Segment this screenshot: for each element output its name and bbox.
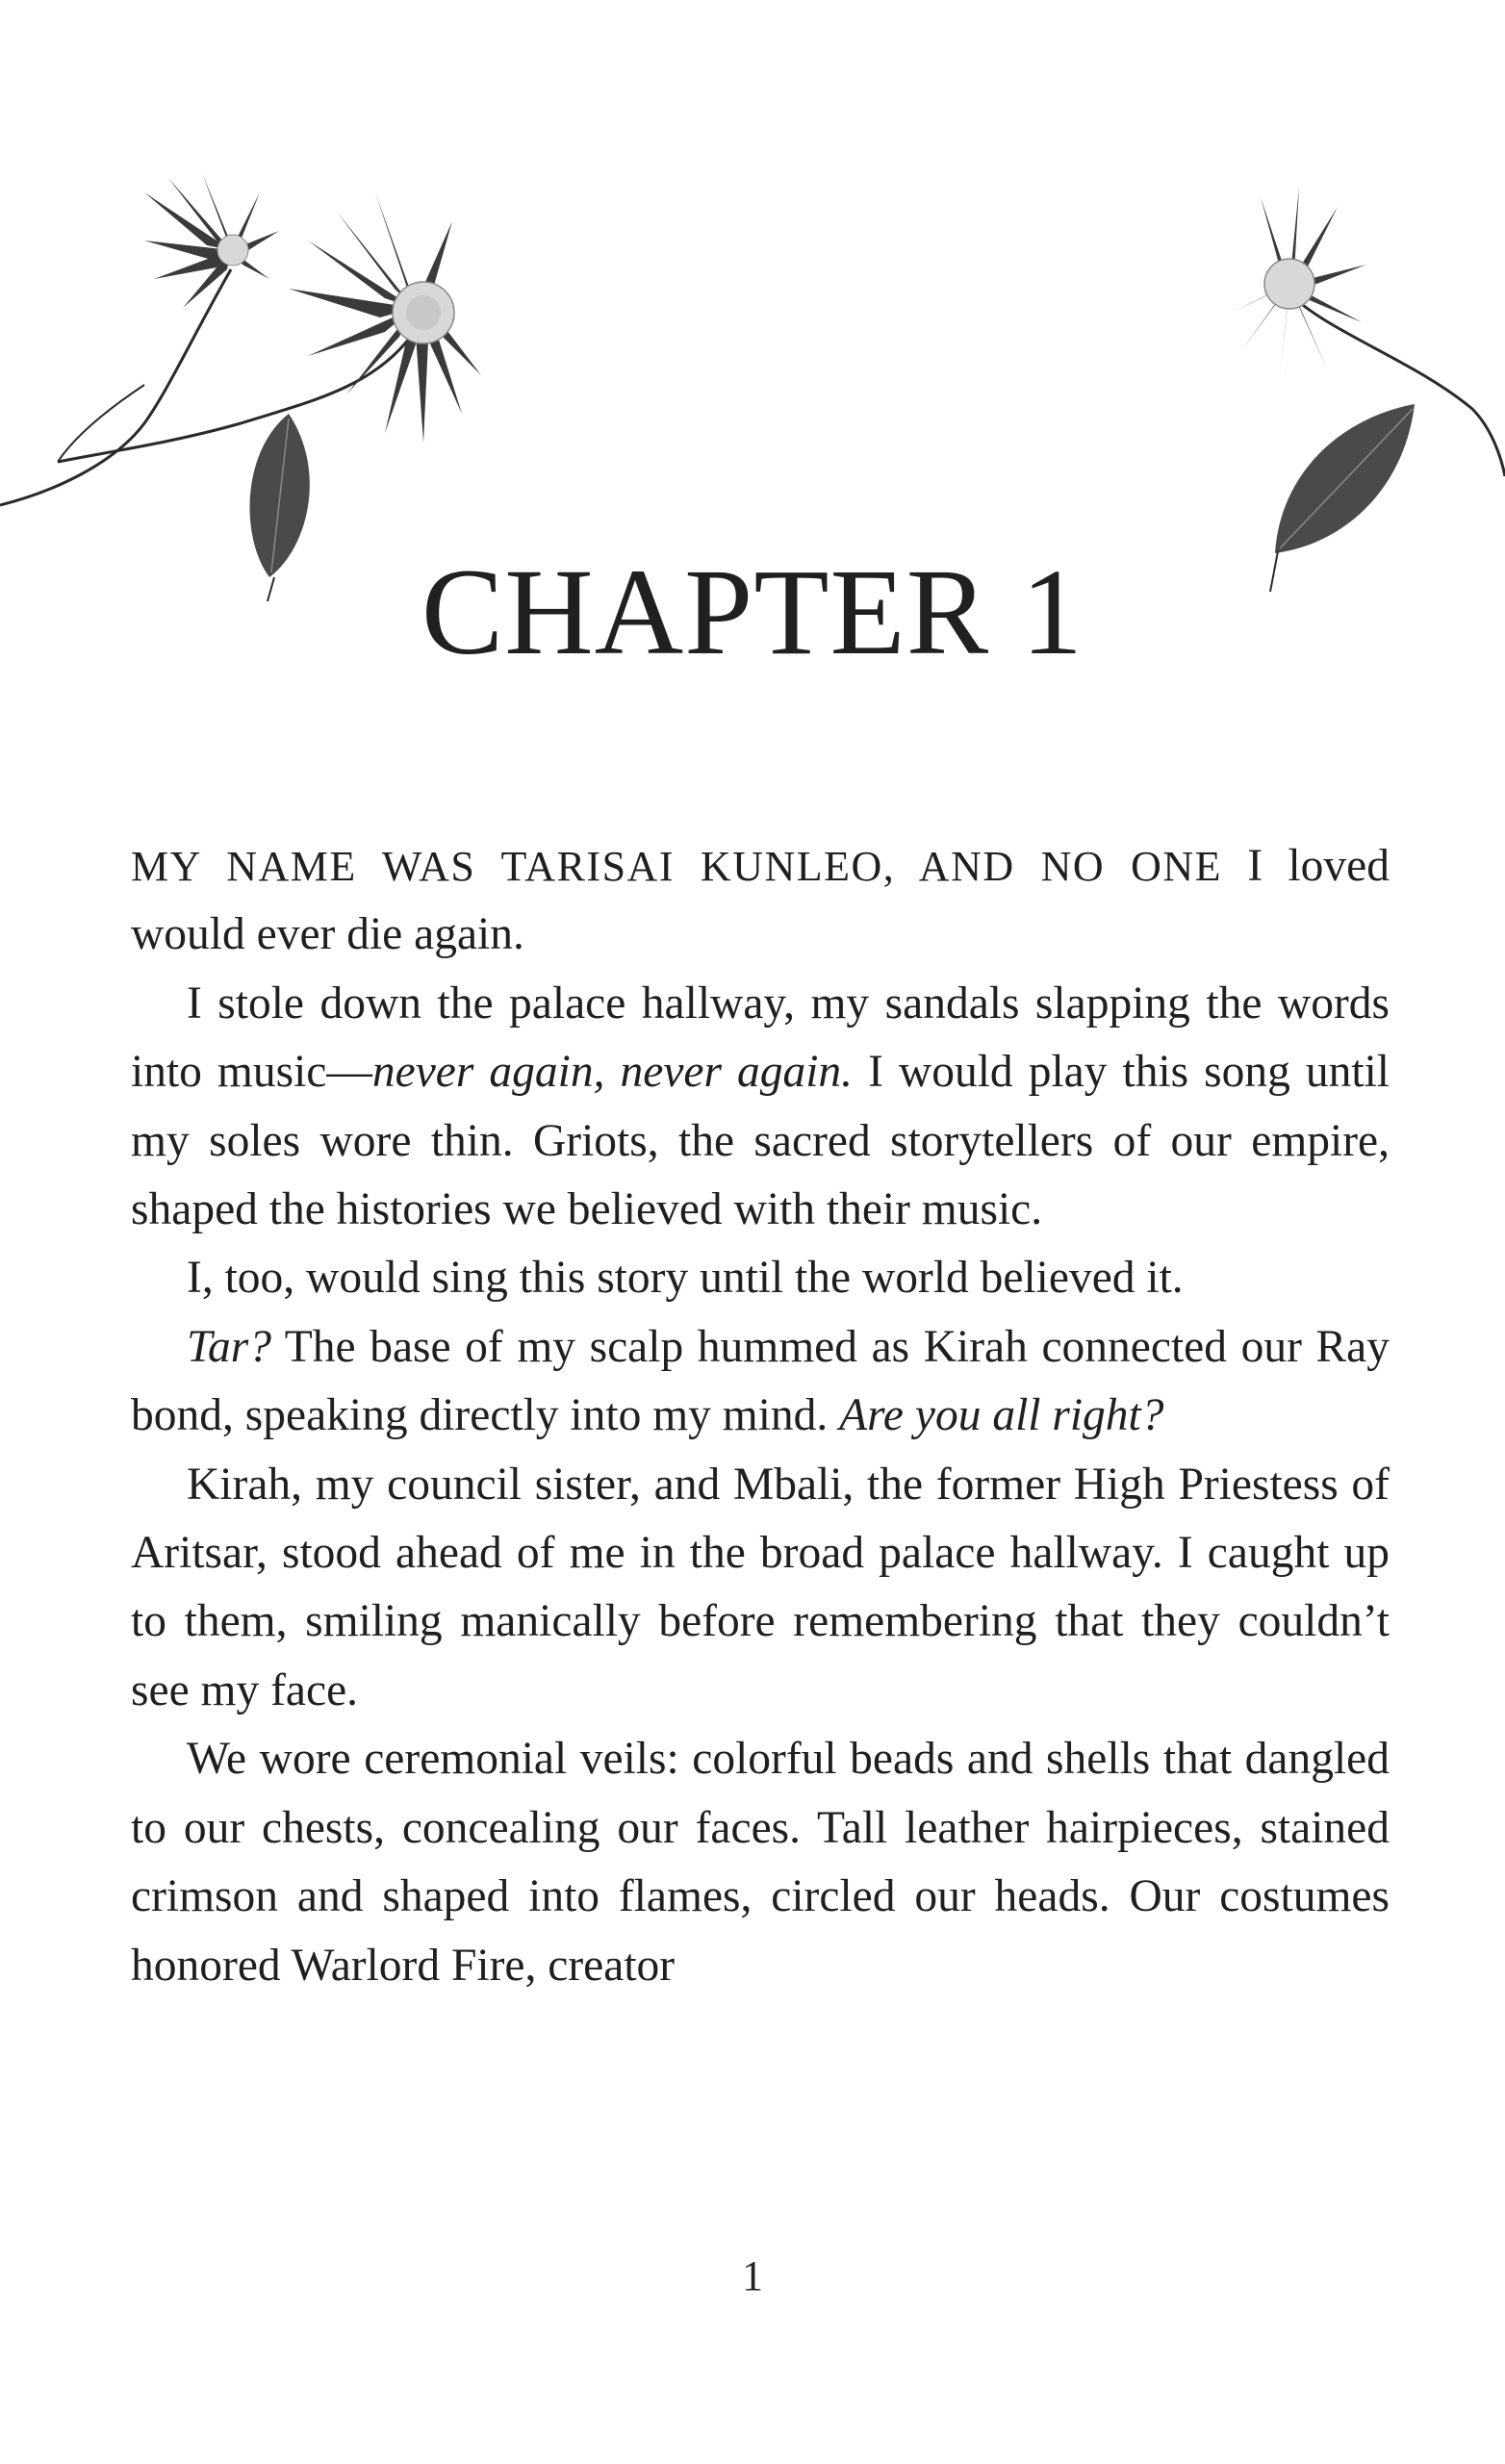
paragraph-text: I loved would ever die again. [131, 841, 1390, 960]
paragraph-text: The base of my scalp hummed as Kirah connected our Ray bond, speaking directly into my mind. [131, 1321, 1390, 1441]
italic-text: Tar? [187, 1321, 272, 1372]
paragraph-text: I would play this song until my soles wore thin. Griots, the sacred storytellers of our empire, shaped the histories we believed with their music. [131, 1047, 1390, 1235]
opening-caps: MY NAME WAS TARISAI KUNLEO, AND NO ONE [131, 843, 1222, 890]
flower-sprig-icon [1222, 188, 1505, 611]
paragraph-text: We wore ceremonial veils: colorful beads and shells that dangled to our chests, concealing our faces. Tall leather hairpieces, stained crimson and shaped into flames, circled our heads. Our costumes honored Warlord Fire, creator [131, 1734, 1390, 1991]
italic-text: Are you all right? [839, 1390, 1164, 1441]
paragraph-text: Kirah, my council sister, and Mbali, the former High Priestess of Aritsar, stood ahead of me in the broad palace hallway. I caught up to them, smiling manically before remembering that they couldn’t see my face. [131, 1459, 1390, 1715]
chapter-body [131, 832, 1390, 2000]
paragraph [131, 1313, 1390, 1451]
chapter-title: CHAPTER 1 [421, 544, 1084, 680]
paragraph [131, 1451, 1390, 1726]
paragraph [131, 1725, 1390, 2000]
paragraph [131, 832, 1390, 970]
paragraph [131, 970, 1390, 1245]
paragraph [131, 1244, 1390, 1312]
page-number: 1 [742, 2252, 763, 2299]
italic-text: never again, never again. [371, 1047, 854, 1098]
flower-branch-icon [0, 173, 500, 606]
paragraph-text: I stole down the palace hallway, my sandals slapping the words into music— [131, 978, 1390, 1098]
paragraph-text: I, too, would sing this story until the world believed it. [187, 1253, 1184, 1304]
